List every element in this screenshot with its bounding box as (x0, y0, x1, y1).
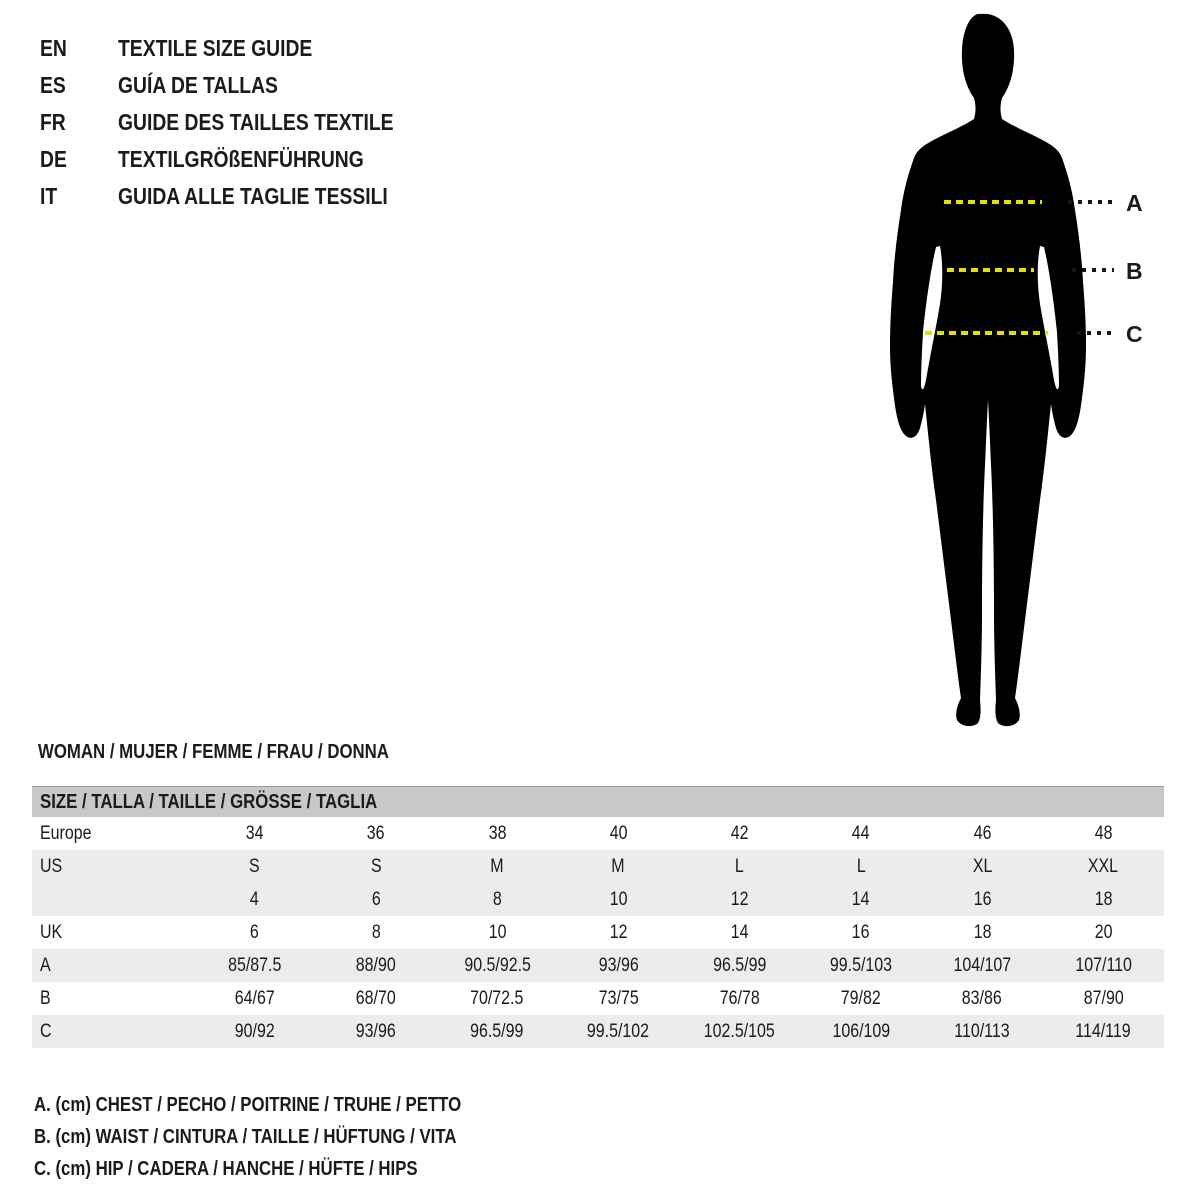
table-cell-value: 18 (973, 921, 991, 943)
table-cell (194, 922, 315, 944)
table-cell-value: 76/78 (719, 987, 760, 1009)
table-cell-value: 90.5/92.5 (463, 954, 531, 976)
table-cell (437, 1021, 558, 1043)
table-cell (679, 823, 800, 845)
language-code-cell (40, 109, 118, 136)
table-cell-value: S (249, 855, 260, 877)
table-row (32, 949, 1164, 982)
language-code-cell (40, 35, 118, 62)
table-cell (558, 889, 679, 911)
table-cell (679, 922, 800, 944)
table-cell (800, 955, 921, 977)
table-cell (558, 922, 679, 944)
table-cell-value: 12 (609, 921, 628, 943)
table-cell (315, 955, 436, 977)
table-cell-value: M (611, 855, 626, 877)
table-row (32, 916, 1164, 949)
table-cell (194, 889, 315, 911)
measurement-legend (34, 1089, 543, 1185)
language-list (40, 30, 446, 215)
measure-label-c: C (1126, 321, 1143, 347)
table-cell-value: 40 (609, 822, 628, 844)
row-label: C (40, 1020, 52, 1042)
hip-leader-dotted-line (1077, 331, 1113, 335)
table-cell-value: 79/82 (840, 987, 881, 1009)
row-label-cell (32, 1021, 194, 1043)
table-cell (922, 889, 1043, 911)
language-title-cell (118, 35, 349, 62)
table-cell (1043, 1021, 1164, 1043)
language-code: IT (40, 183, 58, 209)
table-cell-value: 4 (250, 888, 260, 910)
table-cell-value: 93/96 (355, 1020, 396, 1042)
language-row (40, 67, 446, 104)
table-cell (679, 889, 800, 911)
table-cell-value: 88/90 (355, 954, 396, 976)
table-cell (1043, 922, 1164, 944)
table-cell-value: 85/87.5 (227, 954, 282, 976)
table-cell-value: XXL (1088, 855, 1119, 877)
language-row (40, 104, 446, 141)
table-cell-value: 93/96 (598, 954, 639, 976)
table-cell (194, 988, 315, 1010)
table-cell-value: M (490, 855, 504, 877)
table-cell (800, 889, 921, 911)
table-cell-value: 73/75 (598, 987, 639, 1009)
table-cell (315, 988, 436, 1010)
table-row (32, 817, 1164, 850)
row-label: US (40, 855, 63, 877)
language-title: GUIDA ALLE TAGLIE TESSILI (118, 183, 388, 209)
table-cell-value: XL (972, 855, 992, 877)
language-title-cell (118, 146, 411, 173)
section-title-woman (38, 742, 456, 762)
language-title: GUIDE DES TAILLES TEXTILE (118, 109, 394, 135)
table-row (32, 850, 1164, 883)
table-cell-value: 68/70 (355, 987, 396, 1009)
table-cell-value: 6 (371, 888, 381, 910)
legend-line-text: A. (cm) CHEST / PECHO / POITRINE / TRUHE / PETTO (34, 1093, 462, 1116)
table-cell (437, 856, 558, 878)
table-cell (437, 889, 558, 911)
waist-measure-line (947, 268, 1034, 272)
table-cell-value: 96.5/99 (712, 954, 767, 976)
row-label-cell (32, 988, 194, 1010)
row-label: B (40, 987, 51, 1009)
table-cell (922, 823, 1043, 845)
table-cell (679, 856, 800, 878)
legend-line-text: B. (cm) WAIST / CINTURA / TAILLE / HÜFTUNG / VITA (34, 1125, 457, 1148)
table-row (32, 982, 1164, 1015)
table-cell (437, 988, 558, 1010)
table-cell-value: 10 (609, 888, 628, 910)
table-cell-value: 12 (730, 888, 749, 910)
table-cell-value: 114/119 (1075, 1020, 1132, 1042)
table-cell (922, 955, 1043, 977)
table-cell (1043, 889, 1164, 911)
table-cell (1043, 856, 1164, 878)
table-cell (922, 1021, 1043, 1043)
table-cell (558, 1021, 679, 1043)
language-row (40, 178, 446, 215)
table-cell-value: 70/72.5 (470, 987, 524, 1009)
table-cell-value: 87/90 (1083, 987, 1124, 1009)
table-cell-value: 107/110 (1075, 954, 1132, 976)
table-cell (194, 955, 315, 977)
language-code-cell (40, 146, 118, 173)
table-cell-value: 14 (851, 888, 870, 910)
row-label: Europe (40, 822, 92, 844)
legend-line (34, 1121, 543, 1153)
table-cell-value: 90/92 (234, 1020, 275, 1042)
table-cell-value: 96.5/99 (470, 1020, 524, 1042)
table-cell-value: 18 (1094, 888, 1113, 910)
row-label-cell (32, 856, 194, 878)
table-cell-value: 102.5/105 (704, 1020, 776, 1042)
table-cell (679, 955, 800, 977)
table-cell-value: 106/109 (832, 1020, 890, 1042)
table-cell (315, 922, 436, 944)
table-cell (315, 889, 436, 911)
language-title-cell (118, 183, 439, 210)
table-cell-value: 16 (851, 921, 870, 943)
table-cell-value: S (370, 855, 382, 877)
table-cell-value: 99.5/102 (587, 1020, 650, 1042)
table-row (32, 1015, 1164, 1048)
language-code-cell (40, 72, 118, 99)
table-cell (194, 1021, 315, 1043)
table-cell-value: 10 (488, 921, 506, 943)
table-cell (558, 856, 679, 878)
table-cell (922, 922, 1043, 944)
size-table-header (32, 786, 1164, 817)
woman-silhouette-path (890, 14, 1086, 726)
table-cell (922, 856, 1043, 878)
table-cell-value: 44 (851, 822, 870, 844)
table-cell (437, 955, 558, 977)
chest-measure-line (944, 200, 1042, 204)
language-title-cell (118, 109, 446, 136)
table-cell-value: 110/113 (954, 1020, 1010, 1042)
table-cell-value: 8 (492, 888, 502, 910)
table-cell-value: 42 (730, 822, 749, 844)
language-title: TEXTILGRÖßENFÜHRUNG (118, 146, 364, 172)
table-cell (315, 1021, 436, 1043)
table-cell-value: 6 (250, 921, 260, 943)
table-cell (1043, 988, 1164, 1010)
table-cell-value: 99.5/103 (829, 954, 892, 976)
table-cell (315, 856, 436, 878)
table-cell-value: 46 (973, 822, 991, 844)
language-row (40, 141, 446, 178)
language-code: ES (40, 72, 66, 98)
legend-line-text: C. (cm) HIP / CADERA / HANCHE / HÜFTE / HIPS (34, 1157, 418, 1180)
table-cell (800, 1021, 921, 1043)
table-cell (315, 823, 436, 845)
language-title: TEXTILE SIZE GUIDE (118, 35, 313, 61)
language-code: EN (40, 35, 67, 61)
table-cell-value: 36 (366, 822, 385, 844)
row-label: A (40, 954, 51, 976)
waist-leader-dotted-line (1072, 268, 1114, 272)
table-cell (194, 856, 315, 878)
table-cell-value: 20 (1094, 921, 1113, 943)
table-cell-value: 64/67 (234, 987, 275, 1009)
table-row (32, 883, 1164, 916)
row-label-cell (32, 823, 194, 845)
table-cell-value: 34 (245, 822, 264, 844)
language-title: GUÍA DE TALLAS (118, 72, 278, 98)
table-cell (558, 823, 679, 845)
language-code-cell (40, 183, 118, 210)
woman-silhouette-figure (890, 0, 1090, 735)
language-code: DE (40, 146, 67, 172)
table-cell (194, 823, 315, 845)
table-cell (1043, 823, 1164, 845)
table-cell (437, 823, 558, 845)
measure-label-a: A (1126, 190, 1143, 216)
table-cell-value: L (856, 855, 866, 877)
row-label-cell (32, 922, 194, 944)
table-cell (679, 1021, 800, 1043)
table-cell (800, 988, 921, 1010)
size-table-rows (32, 817, 1164, 1048)
table-cell-value: 8 (371, 921, 381, 943)
language-title-cell (118, 72, 308, 99)
table-cell-value: 83/86 (962, 987, 1003, 1009)
row-label-cell (32, 889, 194, 911)
row-label-cell (32, 955, 194, 977)
chest-leader-dotted-line (1068, 200, 1114, 204)
table-cell-value: L (735, 855, 745, 877)
row-label: UK (40, 921, 63, 943)
table-cell (558, 955, 679, 977)
table-cell (800, 823, 921, 845)
size-table (32, 786, 1164, 1048)
table-cell-value: 104/107 (953, 954, 1011, 976)
legend-line (34, 1153, 543, 1185)
table-cell (1043, 955, 1164, 977)
table-cell (800, 856, 921, 878)
table-cell-value: 14 (730, 921, 749, 943)
table-cell (922, 988, 1043, 1010)
size-table-header-text: SIZE / TALLA / TAILLE / GRÖSSE / TAGLIA (40, 790, 378, 813)
table-cell (679, 988, 800, 1010)
language-code: FR (40, 109, 66, 135)
hip-measure-line (925, 331, 1048, 335)
legend-line (34, 1089, 543, 1121)
table-cell (800, 922, 921, 944)
table-cell-value: 38 (488, 822, 506, 844)
table-cell (437, 922, 558, 944)
measure-label-b: B (1126, 258, 1143, 284)
table-cell-value: 48 (1094, 822, 1113, 844)
table-cell-value: 16 (973, 888, 991, 910)
language-row (40, 30, 446, 67)
section-title-text: WOMAN / MUJER / FEMME / FRAU / DONNA (38, 741, 389, 763)
table-cell (558, 988, 679, 1010)
